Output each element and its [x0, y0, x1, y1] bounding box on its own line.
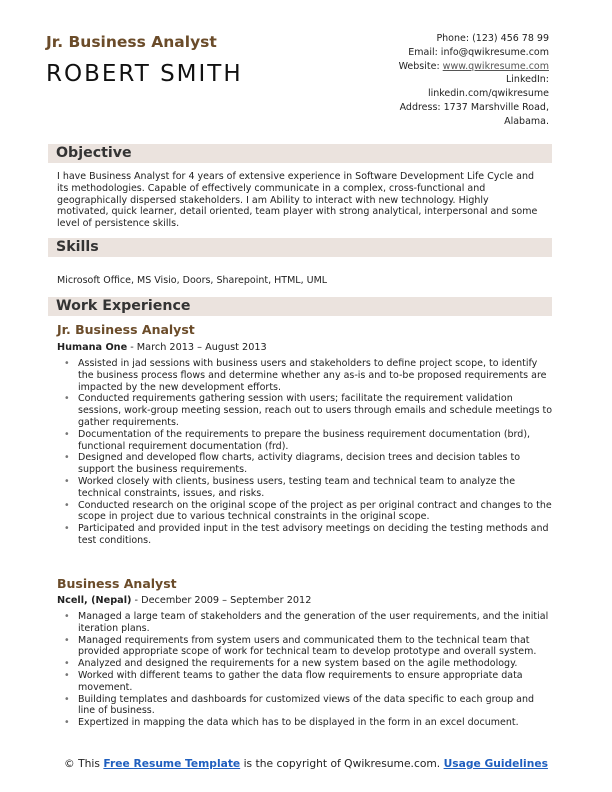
usage-guidelines-link[interactable]: Usage Guidelines	[443, 757, 548, 770]
list-item: • Assisted in jad sessions with business users and stakeholders to define project scope, to identify the business process flows and determine whether any as-is and to-be proposed requirements are impacted by the new development efforts.	[57, 358, 553, 393]
list-item: • Analyzed and designed the requirements for a new system based on the agile methodology.	[57, 658, 553, 670]
list-item: • Building templates and dashboards for customized views of the data specific to each group and line of business.	[57, 694, 553, 718]
contact-block	[299, 32, 549, 129]
candidate-name: ROBERT SMITH	[46, 61, 243, 87]
list-item: • Participated and provided input in the test advisory meetings on deciding the testing methods and test conditions.	[57, 523, 553, 547]
contact-linkedin-url: linkedin.com/qwikresume	[427, 88, 549, 100]
work-experience-heading: Work Experience	[48, 297, 552, 316]
job-1-dates: - March 2013 – August 2013	[127, 342, 267, 353]
list-item: • Worked with different teams to gather the data flow requirements to ensure appropriate data movement.	[57, 670, 553, 694]
job-1-bullet-list	[57, 358, 553, 547]
job-2-dates: - December 2009 – September 2012	[131, 595, 312, 606]
contact-linkedin-label: LinkedIn:	[505, 74, 549, 86]
free-resume-template-link[interactable]: Free Resume Template	[103, 757, 241, 770]
list-item: • Designed and developed flow charts, activity diagrams, decision trees and decision tables to support the business requirements.	[57, 452, 553, 476]
objective-text: I have Business Analyst for 4 years of extensive experience in Software Development Life Cycle and its methodologies. Capable of effectively communicate in a complex, cross-functional and geographically dispersed stakeholders. I am Ability to interact with new technology. Highly motivated, quick learner, detail oriented, team player with strong analytical, interpersonal and some level of persistence skills.	[57, 171, 538, 230]
website-label: Website:	[398, 60, 443, 72]
job-2-title: Business Analyst	[57, 576, 177, 591]
footer-prefix: © This	[64, 757, 104, 770]
contact-email: Email: info@qwikresume.com	[408, 46, 549, 58]
job-1-company-line	[57, 342, 267, 353]
footer-middle: is the copyright of Qwikresume.com.	[240, 757, 444, 770]
list-item: • Documentation of the requirements to prepare the business requirement documentation (brd), functional requirement documentation (frd).	[57, 429, 553, 453]
skills-heading: Skills	[48, 238, 552, 257]
list-item: • Worked closely with clients, business users, testing team and technical team to analyze the technical constraints, issues, and risks.	[57, 476, 553, 500]
contact-website	[299, 60, 549, 74]
contact-address-line1: Address: 1737 Marshville Road,	[399, 101, 549, 113]
list-item: • Managed requirements from system users and communicated them to the technical team that provided appropriate scope of work for technical team to develop prototype and overall system.	[57, 635, 553, 659]
skills-text: Microsoft Office, MS Visio, Doors, Sharepoint, HTML, UML	[57, 275, 328, 286]
job-2-company-line	[57, 595, 311, 606]
job-1-company: Humana One	[57, 342, 128, 353]
job-2-company: Ncell, (Nepal)	[57, 595, 132, 606]
list-item: • Managed a large team of stakeholders and the generation of the user requirements, and the initial iteration plans.	[57, 611, 553, 635]
header-job-title: Jr. Business Analyst	[46, 33, 217, 51]
copyright-footer	[0, 757, 612, 770]
objective-heading: Objective	[48, 144, 552, 163]
job-2-bullet-list	[57, 611, 553, 729]
contact-phone: Phone: (123) 456 78 99	[436, 33, 549, 44]
contact-address-line2: Alabama.	[504, 115, 549, 127]
list-item: • Conducted requirements gathering session with users; facilitate the requirement validation sessions, work-group meeting session, reach out to users through emails and schedule meetings to gather requirements.	[57, 393, 553, 428]
list-item: • Expertized in mapping the data which has to be displayed in the form in an excel document.	[57, 717, 553, 729]
job-1-title: Jr. Business Analyst	[57, 322, 195, 337]
list-item: • Conducted research on the original scope of the project as per original contract and changes to the scope in project due to various technical constraints in the original scope.	[57, 500, 553, 524]
website-link[interactable]: www.qwikresume.com	[442, 60, 549, 72]
